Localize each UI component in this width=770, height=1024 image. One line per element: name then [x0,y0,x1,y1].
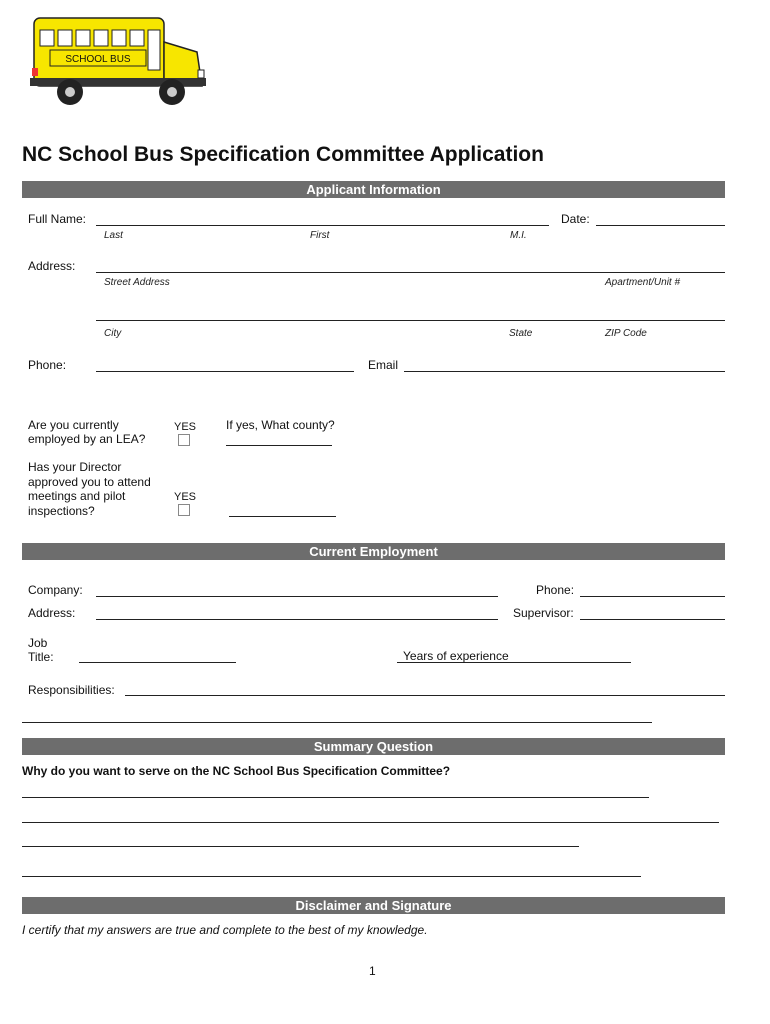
company-label: Company: [28,583,83,597]
employment-address-field[interactable] [96,619,498,620]
yes-label-director: YES [174,491,197,503]
page-number: 1 [369,964,376,978]
section-header-disclaimer: Disclaimer and Signature [22,897,725,914]
supervisor-label: Supervisor: [513,606,574,620]
apt-sublabel: Apartment/Unit # [605,277,681,288]
county-question: If yes, What county? [226,418,335,432]
summary-answer-line-4[interactable] [22,876,641,877]
summary-answer-line-2[interactable] [22,822,719,823]
section-header-employment: Current Employment [22,543,725,560]
date-field[interactable] [596,225,725,226]
address-label: Address: [28,259,76,273]
school-bus-logo [22,12,212,112]
full-name-label: Full Name: [28,212,87,226]
years-experience-label: Years of experience [403,649,509,663]
bus-logo-text: SCHOOL BUS [65,54,131,65]
lea-question: Are you currently employed by an LEA? [28,418,146,446]
first-sublabel: First [310,230,330,241]
responsibilities-label: Responsibilities: [28,683,115,697]
page-title: NC School Bus Specification Committee Application [22,143,544,166]
lea-yes-checkbox[interactable] [178,434,190,446]
email-label: Email [368,358,399,372]
employment-phone-label: Phone: [536,583,575,597]
street-sublabel: Street Address [104,277,170,288]
summary-answer-line-3[interactable] [22,846,579,847]
supervisor-field[interactable] [580,619,725,620]
responsibilities-field-2[interactable] [22,722,652,723]
email-field[interactable] [404,371,725,372]
disclaimer-text: I certify that my answers are true and complete to the best of my knowledge. [22,923,428,937]
employment-address-label: Address: [28,606,76,620]
phone-field[interactable] [96,371,354,372]
phone-label: Phone: [28,358,67,372]
employment-phone-field[interactable] [580,596,725,597]
county-field[interactable] [226,445,332,446]
state-sublabel: State [509,328,533,339]
summary-question: Why do you want to serve on the NC School Bus Specification Committee? [22,764,451,778]
job-title-label: Job Title: [28,636,54,664]
city-state-zip-field[interactable] [96,320,725,321]
street-address-field[interactable] [96,272,725,273]
director-question: Has your Director approved you to attend meetings and pilot inspections? [28,460,151,518]
yes-label-lea: YES [174,421,197,433]
section-header-summary: Summary Question [22,738,725,755]
mi-sublabel: M.I. [510,230,527,241]
city-sublabel: City [104,328,122,339]
full-name-field[interactable] [96,225,549,226]
date-label: Date: [561,212,590,226]
company-field[interactable] [96,596,498,597]
director-yes-checkbox[interactable] [178,504,190,516]
responsibilities-field[interactable] [125,695,725,696]
last-sublabel: Last [104,230,123,241]
director-field[interactable] [229,516,336,517]
zip-sublabel: ZIP Code [605,328,647,339]
summary-answer-line-1[interactable] [22,797,649,798]
job-title-field[interactable] [79,662,236,663]
section-header-applicant: Applicant Information [22,181,725,198]
